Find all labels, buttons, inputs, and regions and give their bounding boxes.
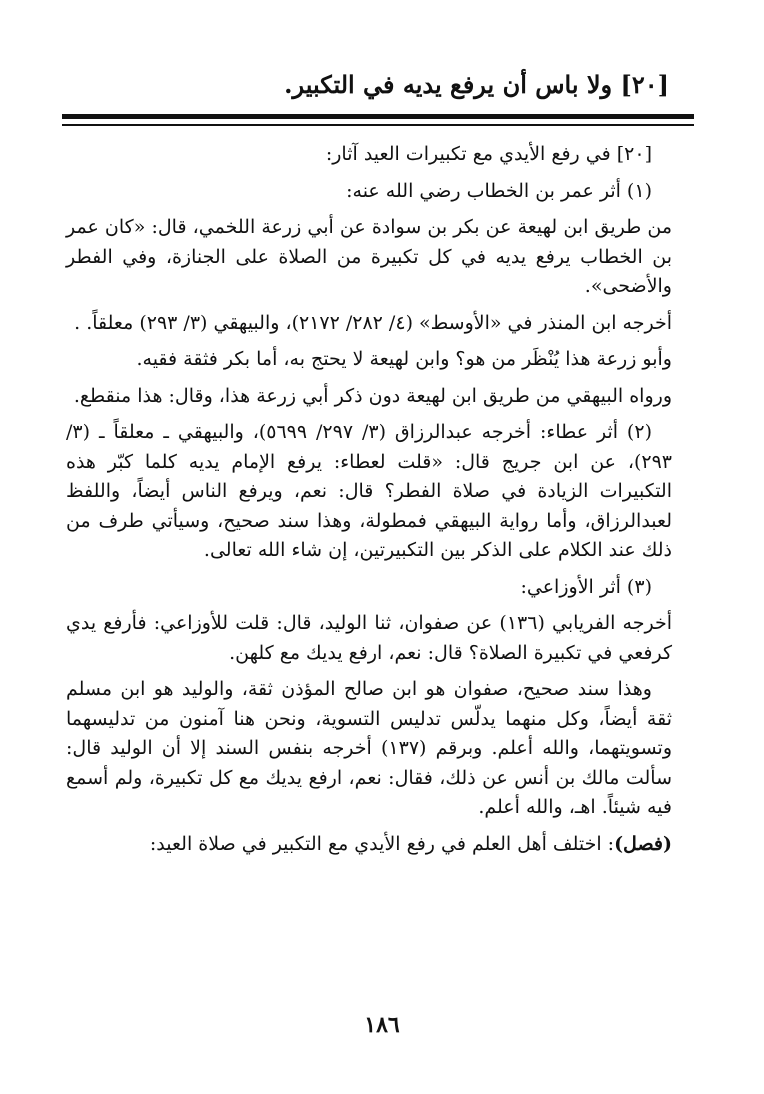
fasl-text: : اختلف أهل العلم في رفع الأيدي مع التكبير في صلاة العيد: [149,832,615,855]
paragraph: (٣) أثر الأوزاعي: [520,575,652,598]
heading-rule-thick [62,114,694,119]
paragraph: [٢٠] في رفع الأيدي مع تكبيرات العيد آثار: [325,143,652,165]
page-number: ١٨٦ [364,1012,400,1038]
section-heading: [٢٠] ولا باس أن يرفع يديه في التكبير. [284,70,669,99]
fasl-label: (فصل) [614,832,672,855]
fasl-paragraph [66,830,672,860]
paragraph: ورواه البيهقي من طريق ابن لهيعة دون ذكر أبي زرعة هذا، وقال: هذا منقطع. [73,384,672,407]
paragraph: من طريق ابن لهيعة عن بكر بن سوادة عن أبي زرعة اللخمي، قال: «كان عمر بن الخطاب يرفع يديه في كل تكبيرة من الصلاة على الجنازة، وفي الفطر والأضحى». [66,216,672,297]
paragraph: أخرجه الفريابي (١٣٦) عن صفوان، ثنا الوليد، قال: قلت للأوزاعي: فأرفع يدي كرفعي في تكبيرة الصلاة؟ قال: نعم، ارفع يديك مع كلهن. [66,612,672,664]
paragraph: (١) أثر عمر بن الخطاب رضي الله عنه: [346,179,652,202]
paragraph: وأبو زرعة هذا يُنْظَر من هو؟ وابن لهيعة لا يحتج به، أما بكر فثقة فقيه. [136,348,672,370]
paragraph: أخرجه ابن المنذر في «الأوسط» (٤/ ٢٨٢/ ٢١٧٢)، والبيهقي (٣/ ٢٩٣) معلقاً. . [74,311,672,334]
paragraph: (٢) أثر عطاء: أخرجه عبدالرزاق (٣/ ٢٩٧/ ٥٦٩٩)، والبيهقي ـ معلقاً ـ (٣/ ٢٩٣)، عن ابن جريج قال: «قلت لعطاء: يرفع الإمام يديه كلما كبّر هذه التكبيرات الزيادة في صلاة الفطر؟ قال: نعم، ويرفع الناس أيضاً، واللفظ لعبدالرزاق، وأما رواية البيهقي فمطولة، وهذا سند صحيح، وسيأتي طرف من ذلك عند الكلام على الذكر بين التكبيرتين، إن شاء الله تعالى. [66,421,672,561]
heading-rule-thin [62,124,694,126]
paragraph: وهذا سند صحيح، صفوان هو ابن صالح المؤذن ثقة، والوليد هو ابن مسلم ثقة أيضاً، وكل منهما يدلّس تدليس التسوية، ونحن هنا آمنون من تدليسهما وتسويتهما، والله أعلم. وبرقم (١٣٧) أخرجه بنفس السند إلا أن الوليد قال: سألت مالك بن أنس عن ذلك، فقال: نعم، ارفع يديك مع كل تكبيرة، ولم أسمع فيه شيئاً. اهـ، والله أعلم. [66,678,673,818]
body-text [66,140,672,866]
